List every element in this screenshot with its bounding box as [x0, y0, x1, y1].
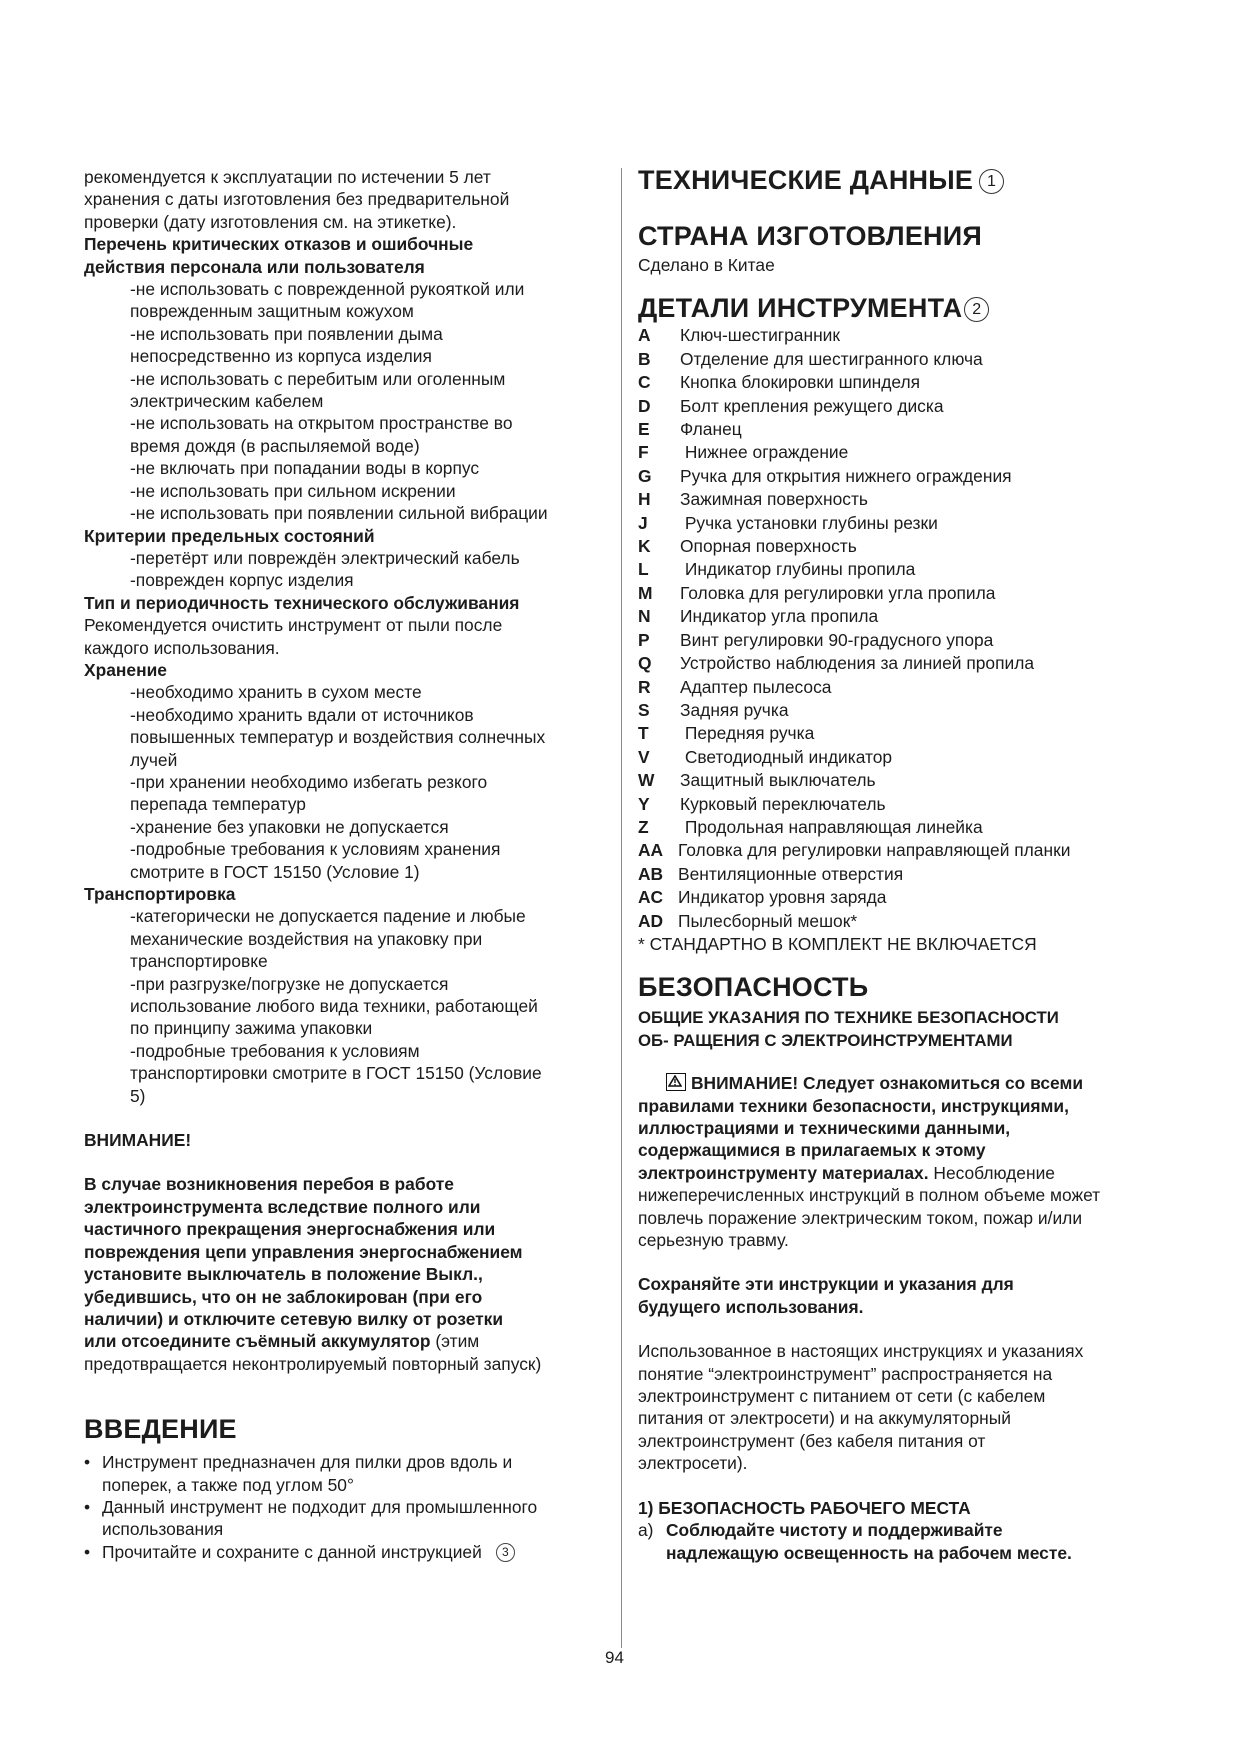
list-item: -не включать при попадании воды в корпус	[130, 458, 480, 479]
list-item: • Прочитайте и сохраните с данной инструкцией 3	[84, 1541, 614, 1563]
part-label: Задняя ручка	[680, 699, 789, 720]
part-label: Нижнее ограждение	[680, 442, 849, 463]
part-key: C	[638, 372, 651, 393]
list-item: -при хранении необходимо избегать резкого перепада температур	[130, 771, 488, 815]
list-item: -не использовать с поврежденной рукояткой или поврежденным защитным кожухом	[130, 279, 525, 322]
safety-title: БЕЗОПАСНОСТЬ	[638, 972, 869, 1003]
part-label: Передняя ручка	[680, 723, 815, 744]
part-label: Индикатор уровня заряда	[678, 887, 887, 908]
part-row-q	[638, 652, 1163, 675]
part-key: A	[638, 325, 651, 346]
keep-instructions-heading: Сохраняйте эти инструкции и указания для будущего использования.	[638, 1274, 1014, 1317]
part-label: Вентиляционные отверстия	[678, 863, 904, 884]
part-label: Опорная поверхность	[680, 536, 857, 557]
part-key: H	[638, 489, 651, 510]
part-row-l	[638, 558, 1163, 581]
part-key: AB	[638, 863, 664, 884]
part-label: Ручка для открытия нижнего ограждения	[680, 465, 1012, 486]
attention-paragraph: В случае возникновения перебоя в работе электроинструмента вследствие полного или частичного прекращения энергоснабжения или повреждения цепи управления энергоснабжением установите выключатель в положение Выкл., убедившись, что он не заблокирован (при его наличии) и отключите сетевую вилку от розетки или отсоедините съёмный аккумулятор (этим предотвращается неконтролируемый повторный запуск)	[84, 1174, 542, 1374]
figure-ref-1: 1	[979, 169, 1004, 194]
part-key: AC	[638, 887, 664, 908]
part-row-y	[638, 793, 1163, 816]
list-item: -поврежден корпус изделия	[130, 570, 354, 591]
part-key: N	[638, 606, 651, 627]
workplace-safety-heading: 1) БЕЗОПАСНОСТЬ РАБОЧЕГО МЕСТА	[638, 1497, 971, 1518]
part-row-ab	[638, 863, 1163, 886]
part-row-p	[638, 629, 1163, 652]
part-row-r	[638, 676, 1163, 699]
part-label: Индикатор глубины пропила	[680, 559, 916, 580]
part-key: E	[638, 419, 650, 440]
part-label: Отделение для шестигранного ключа	[680, 348, 983, 369]
part-key: J	[638, 512, 648, 533]
part-row-f	[638, 441, 1163, 464]
part-key: Q	[638, 653, 652, 674]
part-row-d	[638, 395, 1163, 418]
limits-heading: Критерии предельных состояний	[84, 525, 375, 546]
list-item: -не использовать при сильном искрении	[130, 480, 456, 501]
part-label: Устройство наблюдения за линией пропила	[680, 653, 1035, 674]
part-key: W	[638, 770, 655, 791]
part-label: Светодиодный индикатор	[680, 746, 893, 767]
part-label: Адаптер пылесоса	[680, 676, 832, 697]
part-row-h	[638, 488, 1163, 511]
part-key: L	[638, 559, 649, 580]
part-key: R	[638, 676, 651, 697]
workplace-item-a: а) Соблюдайте чистоту и поддерживайте надлежащую освещенность на рабочем месте.	[638, 1520, 1072, 1563]
country-text: Сделано в Китае	[638, 255, 775, 275]
part-row-t	[638, 722, 1163, 745]
part-row-e	[638, 418, 1163, 441]
failures-heading: Перечень критических отказов и ошибочные действия персонала или пользователя	[84, 234, 474, 277]
part-key: G	[638, 465, 652, 486]
warning-icon	[666, 1073, 686, 1091]
part-row-aa	[638, 839, 1163, 862]
right-column	[638, 164, 1163, 1564]
part-row-s	[638, 699, 1163, 722]
list-item: • Инструмент предназначен для пилки дров вдоль и поперек, а также под углом 50°	[84, 1451, 614, 1496]
warning-paragraph: ВНИМАНИЕ! Следует ознакомиться со всеми правилами техники безопасности, инструкциями, иллюстрациями и техническими данными, содержащимися в прилагаемых к этому электроинструменту материалах. Несоблюдение нижеперечисленных инструкций в полном объеме может повлечь поражение электрическим током, пожар и/или серьезную травму.	[638, 1073, 1101, 1251]
list-item: -категорически не допускается падение и любые механические воздействия на упаковку при транспортировке	[130, 906, 526, 972]
part-row-m	[638, 582, 1163, 605]
part-key: D	[638, 395, 651, 416]
figure-ref-3: 3	[496, 1543, 515, 1562]
part-row-z	[638, 816, 1163, 839]
list-item: -не использовать при появлении дыма непосредственно из корпуса изделия	[130, 323, 443, 367]
part-row-j	[638, 512, 1163, 535]
part-label: Курковый переключатель	[680, 793, 886, 814]
part-row-ad	[638, 910, 1163, 933]
part-label: Фланец	[680, 419, 742, 440]
part-key: Z	[638, 816, 649, 837]
limits-list	[84, 547, 614, 592]
part-row-c	[638, 371, 1163, 394]
parts-title: ДЕТАЛИ ИНСТРУМЕНТА 2	[638, 292, 1163, 324]
attention-label: ВНИМАНИЕ!	[84, 1130, 192, 1151]
tech-data-title: ТЕХНИЧЕСКИЕ ДАННЫЕ 1	[638, 164, 1163, 196]
part-key: Y	[638, 793, 650, 814]
storage-list	[84, 681, 614, 883]
list-item: -при разгрузке/погрузке не допускается использование любого вида техники, работающей по принципу зажима упаковки	[130, 973, 538, 1039]
power-tool-definition: Использованное в настоящих инструкциях и указаниях понятие “электроинструмент” распространяется на электроинструмент с питанием от сети (с кабелем питания от электросети) и на аккумуляторный электроинструмент (без кабеля питания от электросети).	[638, 1341, 1084, 1474]
part-row-b	[638, 348, 1163, 371]
intro-title: ВВЕДЕНИЕ	[84, 1414, 237, 1445]
part-key: S	[638, 699, 650, 720]
part-key: B	[638, 348, 651, 369]
list-item: -хранение без упаковки не допускается	[130, 816, 449, 837]
maintenance-heading: Тип и периодичность технического обслуживания	[84, 592, 520, 613]
part-key: V	[638, 746, 650, 767]
list-item: -перетёрт или повреждён электрический кабель	[130, 547, 520, 568]
part-label: Ключ-шестигранник	[680, 325, 841, 346]
part-row-v	[638, 746, 1163, 769]
part-label: Пылесборный мешок*	[678, 910, 858, 931]
part-label: Индикатор угла пропила	[680, 606, 879, 627]
storage-heading: Хранение	[84, 659, 167, 680]
part-key: T	[638, 723, 649, 744]
list-item: -не использовать с перебитым или оголенным электрическим кабелем	[130, 368, 506, 412]
list-item: -необходимо хранить вдали от источников повышенных температур и воздействия солнечных лучей	[130, 704, 546, 770]
part-label: Зажимная поверхность	[680, 489, 868, 510]
list-item: -не использовать на открытом пространстве во время дождя (в распыляемой воде)	[130, 413, 513, 456]
part-label: Головка для регулировки угла пропила	[680, 582, 996, 603]
failures-list	[84, 278, 614, 524]
part-label: Защитный выключатель	[680, 770, 876, 791]
part-key: AA	[638, 840, 664, 861]
left-column	[84, 166, 614, 1563]
maintenance-text: Рекомендуется очистить инструмент от пыли после каждого использования.	[84, 615, 503, 658]
list-item: -подробные требования к условиям хранения смотрите в ГОСТ 15150 (Условие 1)	[130, 839, 501, 882]
parts-list	[638, 324, 1163, 933]
transport-list	[84, 905, 614, 1107]
part-label: Головка для регулировки направляющей планки	[678, 840, 1071, 861]
part-key: AD	[638, 910, 664, 931]
part-row-a	[638, 324, 1163, 347]
part-label: Кнопка блокировки шпинделя	[680, 372, 921, 393]
part-label: Винт регулировки 90-градусного упора	[680, 629, 994, 650]
part-key: K	[638, 536, 651, 557]
part-row-w	[638, 769, 1163, 792]
parts-note: * СТАНДАРТНО В КОМПЛЕКТ НЕ ВКЛЮЧАЕТСЯ	[638, 933, 1037, 954]
part-key: P	[638, 629, 650, 650]
page-number: 94	[605, 1648, 624, 1667]
part-key: M	[638, 582, 653, 603]
safety-subtitle: ОБЩИЕ УКАЗАНИЯ ПО ТЕХНИКЕ БЕЗОПАСНОСТИ ОБ- РАЩЕНИЯ С ЭЛЕКТРОИНСТРУМЕНТАМИ	[638, 1008, 1059, 1050]
part-key: F	[638, 442, 649, 463]
list-item: -не использовать при появлении сильной вибрации	[130, 503, 548, 524]
intro-bullets	[84, 1451, 614, 1563]
list-item: -необходимо хранить в сухом месте	[130, 682, 422, 703]
part-row-k	[638, 535, 1163, 558]
part-label: Болт крепления режущего диска	[680, 395, 944, 416]
country-title: СТРАНА ИЗГОТОВЛЕНИЯ	[638, 221, 982, 251]
list-item: • Данный инструмент не подходит для промышленного использования	[84, 1496, 614, 1541]
part-label: Ручка установки глубины резки	[680, 512, 938, 533]
part-row-ac	[638, 886, 1163, 909]
figure-ref-2: 2	[964, 297, 989, 322]
part-row-g	[638, 465, 1163, 488]
shelf-life-paragraph: рекомендуется к эксплуатации по истечении 5 лет хранения с даты изготовления без предварительной проверки (дату изготовления см. на этикетке).	[84, 167, 510, 232]
transport-heading: Транспортировка	[84, 884, 236, 904]
list-item: -подробные требования к условиям транспортировки смотрите в ГОСТ 15150 (Условие 5)	[130, 1040, 542, 1106]
part-row-n	[638, 605, 1163, 628]
column-divider	[621, 168, 622, 1648]
part-label: Продольная направляющая линейка	[680, 816, 983, 837]
